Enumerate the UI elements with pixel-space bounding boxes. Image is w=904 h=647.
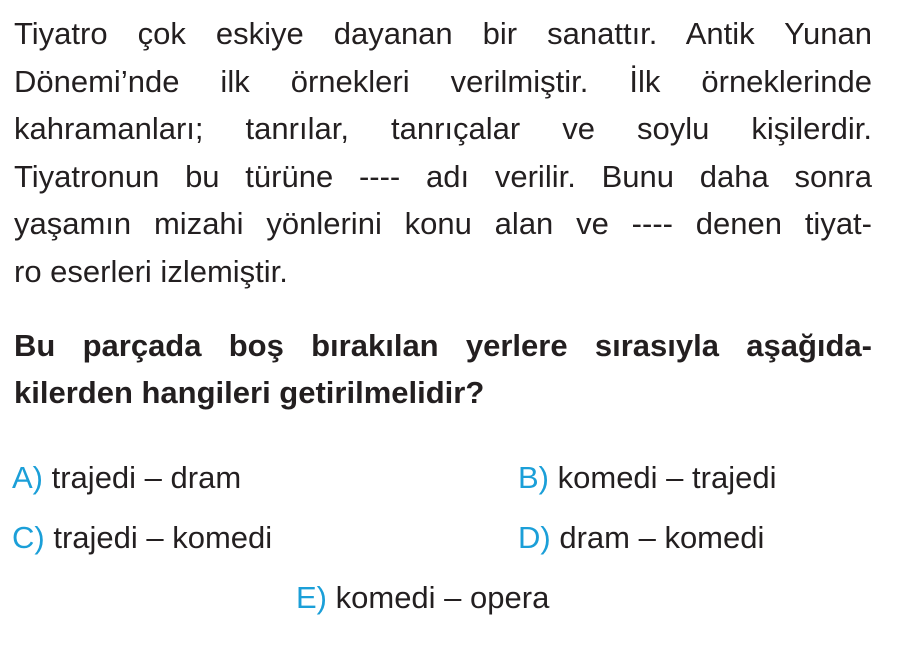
question-line: kilerden hangileri getirilmelidir? (14, 375, 485, 410)
option-text: dram – komedi (559, 520, 765, 555)
option-letter: E) (296, 580, 327, 615)
passage-line: Tiyatronun bu türüne ---- adı verilir. Bunu daha sonra (14, 158, 872, 194)
option-letter: A) (12, 460, 43, 495)
option-letter: B) (518, 460, 549, 495)
passage-line: Tiyatro çok eskiye dayanan bir sanattır. Antik Yunan (14, 16, 872, 51)
option-c[interactable] (12, 518, 272, 558)
option-text: trajedi – dram (51, 460, 242, 495)
option-letter: C) (12, 520, 45, 555)
option-d[interactable] (518, 518, 764, 558)
option-b[interactable] (518, 458, 776, 498)
question-line: Bu parçada boş bırakılan yerlere sırasıyla aşağıda- (14, 328, 872, 363)
passage-line: yaşamın mizahi yönlerini konu alan ve ---- denen tiyat- (14, 206, 872, 241)
option-a[interactable] (12, 458, 241, 498)
option-text: komedi – trajedi (557, 460, 777, 495)
passage-line: kahramanları; tanrılar, tanrıçalar ve soylu kişilerdir. (14, 111, 872, 146)
option-e[interactable] (296, 578, 549, 618)
option-text: trajedi – komedi (53, 520, 273, 555)
passage-text (14, 10, 872, 295)
passage-line: Dönemi’nde ilk örnekleri verilmiştir. İlk örneklerinde (14, 63, 872, 99)
option-text: komedi – opera (335, 580, 550, 615)
option-letter: D) (518, 520, 551, 555)
passage-line: ro eserleri izlemiştir. (14, 253, 288, 289)
question-prompt (14, 322, 872, 416)
